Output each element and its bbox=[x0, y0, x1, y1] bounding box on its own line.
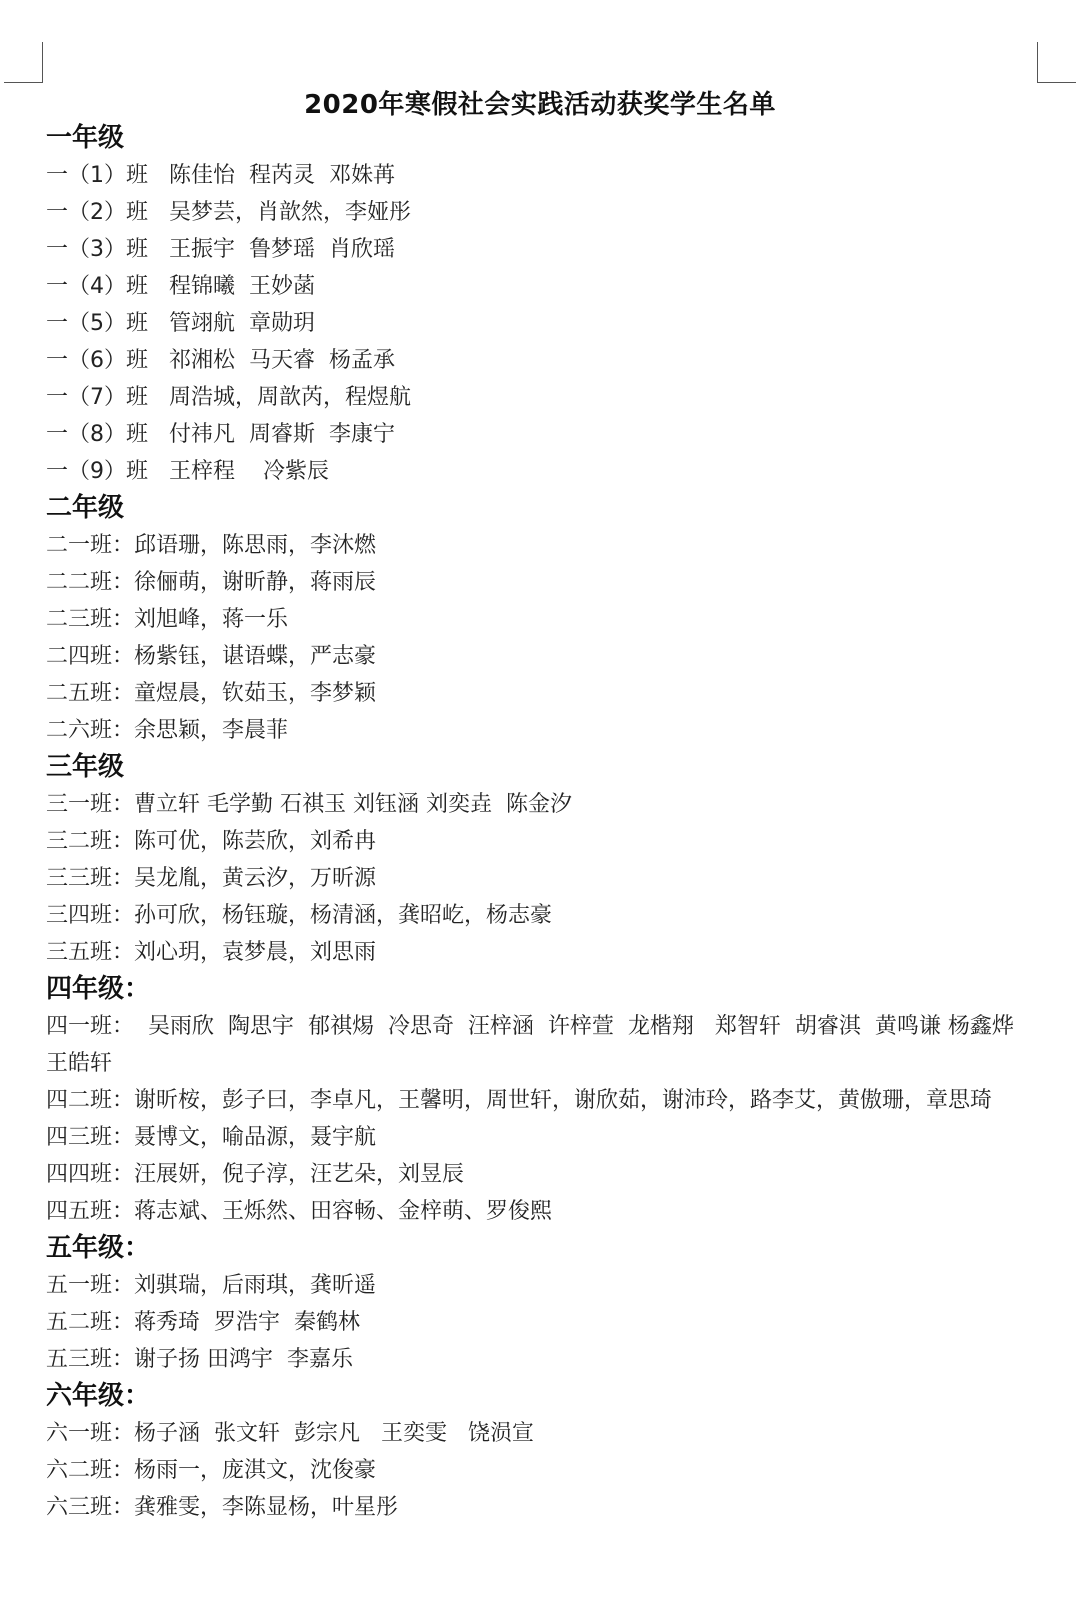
class-row: 四二班：谢昕桉，彭子曰，李卓凡，王馨明，周世轩，谢欣茹，谢沛玲，路李艾，黄傲珊，章思琦 bbox=[46, 1088, 993, 1113]
class-row: 三一班：曹立轩 毛学勤 石祺玉 刘钰涵 刘奕垚 陈金汐 bbox=[46, 792, 572, 817]
class-row: 一（2）班 吴梦芸，肖歆然，李娅彤 bbox=[46, 200, 411, 225]
class-row: 五三班：谢子扬 田鸿宇 李嘉乐 bbox=[46, 1347, 353, 1372]
class-row: 一（6）班 祁湘松 马天睿 杨孟承 bbox=[46, 348, 395, 373]
class-row: 四五班：蒋志斌、王烁然、田容畅、金梓萌、罗俊熙 bbox=[46, 1199, 553, 1224]
class-row: 二六班：余思颖，李晨菲 bbox=[46, 718, 289, 743]
class-row: 三四班：孙可欣，杨钰璇，杨清涵，龚昭屹，杨志豪 bbox=[46, 903, 553, 928]
class-row: 一（8）班 付祎凡 周睿斯 李康宁 bbox=[46, 422, 395, 447]
class-row: 四三班：聂博文，喻品源，聂宇航 bbox=[46, 1125, 377, 1150]
class-row: 一（1）班 陈佳怡 程芮灵 邓姝苒 bbox=[46, 163, 395, 188]
crop-mark-top-right bbox=[1037, 42, 1076, 83]
grade-heading: 五年级： bbox=[46, 1233, 151, 1263]
class-row: 三三班：吴龙胤，黄云汐，万昕源 bbox=[46, 866, 377, 891]
class-row: 一（4）班 程锦曦 王妙菡 bbox=[46, 274, 315, 299]
class-row: 二四班：杨紫钰，谌语蝶，严志豪 bbox=[46, 644, 377, 669]
class-row: 一（9）班 王梓程 冷紫辰 bbox=[46, 459, 329, 484]
grade-section-4 bbox=[46, 971, 1046, 1230]
class-row: 二三班：刘旭峰，蒋一乐 bbox=[46, 607, 289, 632]
class-row: 六一班：杨子涵 张文轩 彭宗凡 王奕雯 饶涢宣 bbox=[46, 1421, 534, 1446]
award-list bbox=[46, 120, 1046, 1526]
class-row: 二五班：童煜晨，钦茹玉，李梦颖 bbox=[46, 681, 377, 706]
crop-mark-top-left bbox=[4, 42, 43, 83]
class-row: 二一班：邱语珊，陈思雨，李沐燃 bbox=[46, 533, 377, 558]
class-row: 四一班： 吴雨欣 陶思宇 郁祺焬 冷思奇 汪梓涵 许梓萱 龙楷翔 郑智轩 胡睿淇 黄鸣谦 杨鑫烨 王皓轩 bbox=[46, 1014, 1028, 1076]
class-row: 一（7）班 周浩城，周歆芮，程煜航 bbox=[46, 385, 411, 410]
grade-section-6 bbox=[46, 1378, 1046, 1526]
grade-heading: 三年级 bbox=[46, 752, 125, 782]
grade-heading: 一年级 bbox=[46, 123, 125, 153]
class-row: 六二班：杨雨一，庞淇文，沈俊豪 bbox=[46, 1458, 377, 1483]
grade-section-5 bbox=[46, 1230, 1046, 1378]
class-row: 三二班：陈可优，陈芸欣，刘希冉 bbox=[46, 829, 377, 854]
class-row: 五二班：蒋秀琦 罗浩宇 秦鹤林 bbox=[46, 1310, 360, 1335]
class-row: 一（3）班 王振宇 鲁梦瑶 肖欣瑶 bbox=[46, 237, 395, 262]
class-row: 六三班：龚雅雯，李陈显杨，叶星彤 bbox=[46, 1495, 399, 1520]
class-row: 三五班：刘心玥，袁梦晨，刘思雨 bbox=[46, 940, 377, 965]
grade-heading: 四年级： bbox=[46, 974, 151, 1004]
class-row: 二二班：徐俪萌，谢昕静，蒋雨辰 bbox=[46, 570, 377, 595]
grade-section-2 bbox=[46, 490, 1046, 749]
class-row: 四四班：汪展妍，倪子淳，汪艺朵，刘昱辰 bbox=[46, 1162, 465, 1187]
grade-section-3 bbox=[46, 749, 1046, 971]
document-title: 2020年寒假社会实践活动获奖学生名单 bbox=[304, 90, 776, 120]
class-row: 一（5）班 管翊航 章勋玥 bbox=[46, 311, 315, 336]
grade-heading: 六年级： bbox=[46, 1381, 151, 1411]
grade-section-1 bbox=[46, 120, 1046, 490]
grade-heading: 二年级 bbox=[46, 493, 125, 523]
class-row: 五一班：刘骐瑞，后雨琪，龚昕遥 bbox=[46, 1273, 377, 1298]
